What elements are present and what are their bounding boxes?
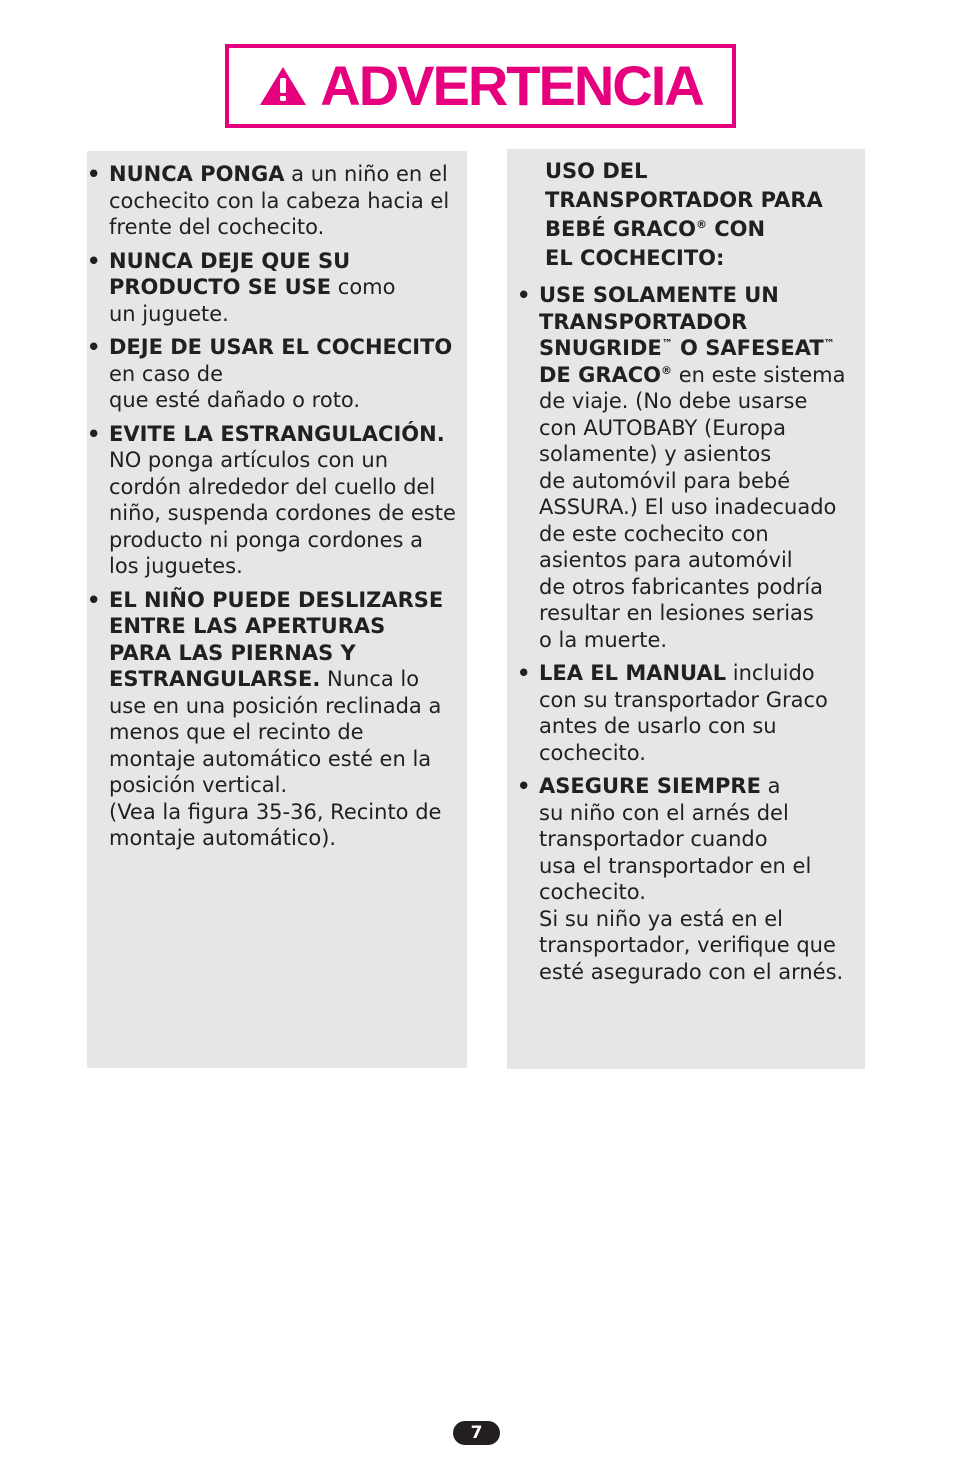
item-text: resultar en lesiones serias (539, 601, 814, 625)
item-text: solamente) y asientos (539, 442, 772, 466)
item-text: use en una posición reclinada a (109, 693, 442, 718)
item-text: cordón alrededor del cuello del (109, 474, 436, 499)
item-bold-text: EL NIÑO PUEDE DESLIZARSE (109, 587, 444, 612)
heading-text: BEBÉ GRACO (545, 217, 696, 241)
item-bold-text: LEA EL MANUAL (539, 661, 727, 685)
heading-line: USO DEL (545, 159, 648, 183)
bullet: • (87, 162, 101, 186)
bullet: • (87, 248, 101, 273)
item-bold-text: EVITE LA ESTRANGULACIÓN. (109, 421, 445, 446)
item-text: Si su niño ya está en el (539, 906, 784, 931)
warning-item-deslizarse (87, 587, 463, 852)
warning-item-asegure-siempre (517, 773, 857, 985)
item-text: esté asegurado con el arnés. (539, 959, 844, 984)
item-bold-text: SNUGRIDE (539, 336, 662, 360)
left-warning-list (87, 161, 463, 859)
item-bold-text: DE GRACO (539, 362, 662, 387)
trademark-mark: ™ (823, 337, 835, 350)
trademark-mark: ™ (661, 337, 673, 350)
bullet: • (517, 774, 531, 798)
item-text: a (760, 774, 781, 798)
page-number: 7 (453, 1421, 500, 1445)
warning-item-nunca-ponga (87, 161, 463, 241)
left-warning-panel (87, 151, 467, 1068)
item-bold-text: O SAFESEAT (672, 336, 824, 360)
bullet: • (87, 335, 101, 359)
heading-line: TRANSPORTADOR PARA (545, 188, 823, 212)
item-text: cochecito con la cabeza hacia el (109, 188, 450, 213)
item-text: transportador, verifique que (539, 933, 836, 957)
item-text: niño, suspenda cordones de este (109, 501, 456, 525)
item-bold-text: ESTRANGULARSE. (109, 667, 321, 691)
item-text: su niño con el arnés del (539, 800, 789, 825)
item-text: cochecito. (539, 740, 646, 765)
bullet: • (87, 421, 101, 446)
item-text: producto ni ponga cordones a (109, 527, 424, 552)
item-text: posición vertical. (109, 773, 288, 797)
item-text: (Vea la figura 35-36, Recinto de (109, 799, 442, 824)
warning-item-estrangulacion (87, 421, 463, 580)
item-text: transportador cuando (539, 827, 768, 851)
item-text: antes de usarlo con su (539, 714, 777, 738)
item-text: como (331, 275, 396, 299)
item-text: que esté dañado o roto. (109, 388, 361, 412)
item-text: Nunca lo (320, 667, 420, 691)
item-bold-text: TRANSPORTADOR (539, 309, 748, 334)
item-text: con su transportador Graco (539, 687, 828, 712)
item-bold-text: NUNCA DEJE QUE SU (109, 248, 351, 273)
item-bold-text: PARA LAS PIERNAS Y (109, 640, 356, 665)
item-bold-text (539, 335, 857, 362)
item-text: de este cochecito con (539, 521, 769, 546)
registered-mark: ® (661, 363, 673, 377)
item-text: montaje automático). (109, 826, 337, 850)
item-text: NO ponga artículos con un (109, 448, 388, 472)
warning-item-deje-de-usar (87, 334, 463, 414)
item-text: en caso de (109, 361, 224, 386)
heading-line: EL COCHECITO: (545, 246, 725, 270)
item-bold-text: USE SOLAMENTE UN (539, 283, 779, 307)
banner-title: ADVERTENCIA (320, 54, 703, 117)
item-bold-text: PRODUCTO SE USE (109, 275, 332, 299)
warning-banner-content (258, 54, 703, 117)
right-warning-list (517, 282, 857, 992)
bullet: • (517, 661, 531, 685)
warning-item-nunca-deje (87, 248, 463, 328)
item-text: o la muerte. (539, 627, 668, 652)
item-text: montaje automático esté en la (109, 746, 432, 771)
item-text: asientos para automóvil (539, 548, 793, 572)
right-warning-panel (507, 149, 865, 1069)
item-text: a un niño en el (284, 162, 448, 186)
item-text: incluido (726, 661, 815, 685)
item-bold-text: DEJE DE USAR EL COCHECITO (109, 335, 453, 359)
item-text: un juguete. (109, 301, 229, 326)
heading-line (545, 215, 855, 244)
item-text: frente del cochecito. (109, 215, 325, 239)
warning-item-use-solamente (517, 282, 857, 653)
item-text: menos que el recinto de (109, 720, 364, 744)
warning-item-lea-el-manual (517, 660, 857, 766)
item-text: ASSURA.) El uso inadecuado (539, 495, 837, 519)
item-bold-text: ENTRE LAS APERTURAS (109, 614, 386, 638)
item-text: de automóvil para bebé (539, 468, 791, 493)
item-text: en este sistema (672, 362, 846, 387)
section-heading (545, 157, 855, 273)
warning-triangle-icon (258, 65, 308, 107)
registered-mark: ® (695, 218, 707, 231)
item-text: los juguetes. (109, 554, 243, 578)
bullet: • (87, 587, 101, 612)
item-text: de otros fabricantes podría (539, 574, 824, 599)
item-text: con AUTOBABY (Europa (539, 415, 786, 440)
warning-banner (225, 44, 736, 128)
bullet: • (517, 283, 531, 307)
item-text: de viaje. (No debe usarse (539, 389, 808, 413)
item-text: usa el transportador en el (539, 853, 812, 878)
item-text: cochecito. (539, 880, 646, 904)
heading-text: CON (706, 217, 766, 241)
item-bold-text: NUNCA PONGA (109, 162, 285, 186)
item-bold-text: ASEGURE SIEMPRE (539, 774, 761, 798)
